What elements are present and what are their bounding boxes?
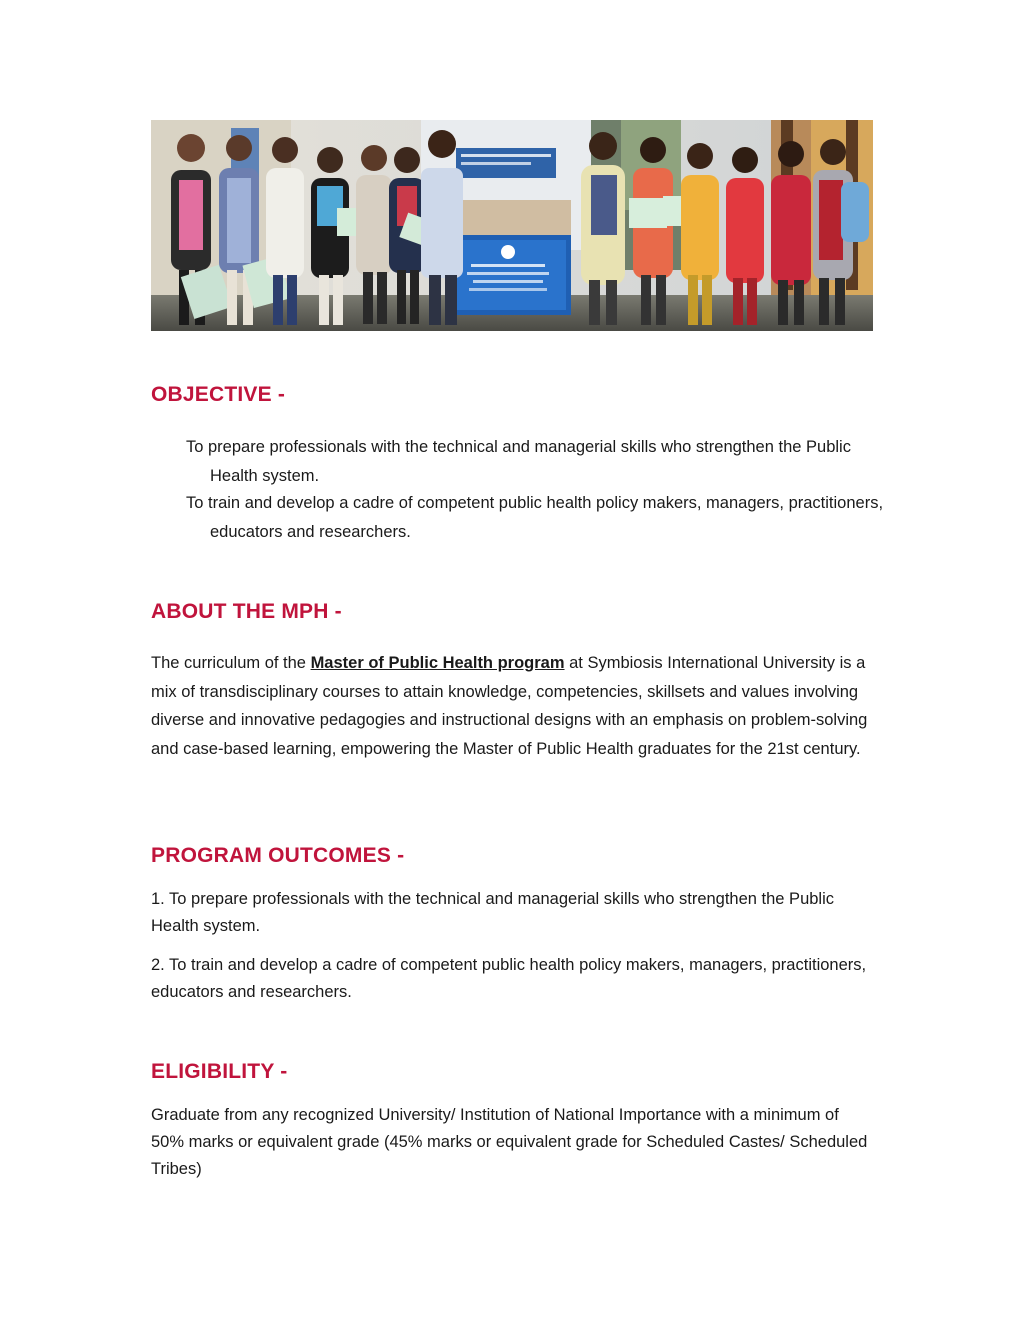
eligibility-heading: ELIGIBILITY - [151, 1060, 288, 1083]
objective-item-1: To prepare professionals with the technical and managerial skills who strengthen the Public Health system. [186, 438, 851, 485]
mph-program-link[interactable]: Master of Public Health program [310, 654, 565, 672]
eligibility-text: Graduate from any recognized University/ Institution of National Importance with a minimum of 50% marks or equivalent grade (45% marks or equivalent grade for Scheduled Castes/ Scheduled Tribes) [151, 1106, 868, 1178]
outcome-item-1: 1. To prepare professionals with the technical and managerial skills who strengthen the Public Health system. [151, 890, 835, 935]
objective-item-2: To train and develop a cadre of competent public health policy makers, managers, practitioners, educators and researchers. [186, 494, 884, 541]
group-photo [151, 120, 873, 331]
about-heading: ABOUT THE MPH - [151, 600, 342, 623]
outcome-item-2: 2. To train and develop a cadre of competent public health policy makers, managers, practitioners, educators and researchers. [151, 956, 867, 1001]
objective-heading: OBJECTIVE - [151, 383, 286, 406]
about-text-before: The curriculum of the [151, 654, 311, 672]
about-paragraph [151, 649, 876, 763]
outcomes-heading: PROGRAM OUTCOMES - [151, 844, 405, 867]
about-text-after: at Symbiosis International University is a mix of transdisciplinary courses to attain knowledge, competencies, skillsets and values involving diverse and innovative pedagogies and instructional designs with an emphasis on problem-solving and case-based learning, empowering the Master of Public Health graduates for the 21st century. [151, 654, 868, 758]
